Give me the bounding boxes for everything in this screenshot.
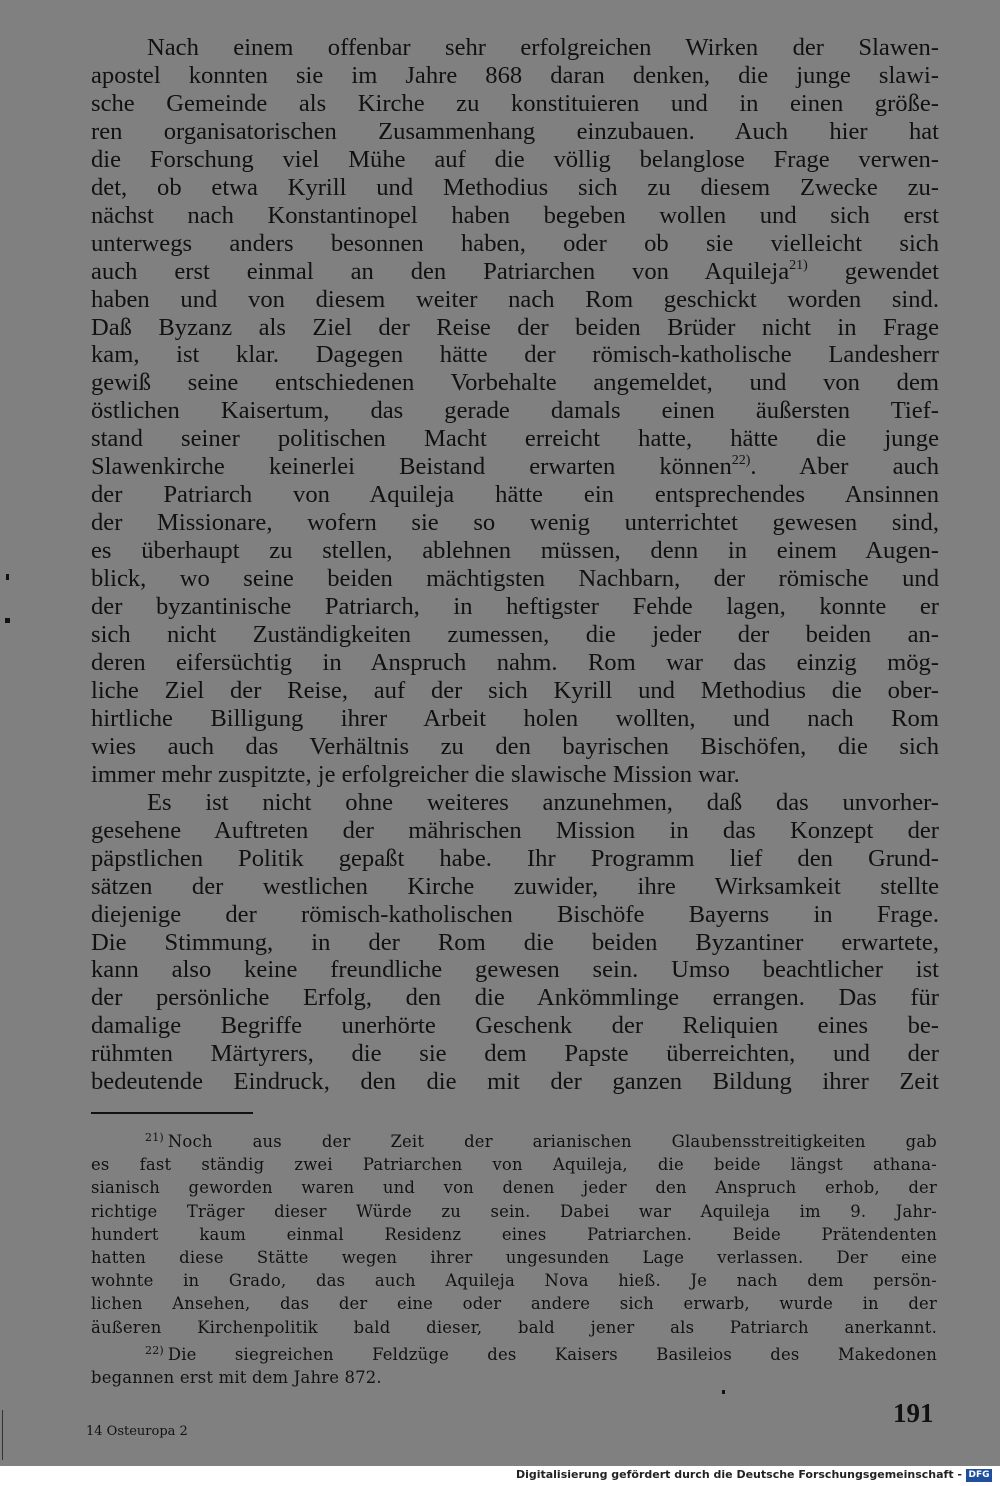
text-line: det, ob etwa Kyrill und Methodius sich zu diesem Zwecke zu- — [91, 173, 939, 201]
footnote-21-line: wohnte in Grado, das auch Aquileja Nova hieß. Je nach dem persön- — [91, 1271, 937, 1291]
text-line: liche Ziel der Reise, auf der sich Kyrill und Methodius die ober- — [91, 676, 939, 704]
printer-signature: 14 Osteuropa 2 — [86, 1424, 188, 1439]
text-line: apostel konnten sie im Jahre 868 daran denken, die junge slawi- — [91, 61, 939, 89]
text-line: diejenige der römisch-katholischen Bischöfe Bayerns in Frage. — [91, 900, 939, 928]
text-line: Die Stimmung, in der Rom die beiden Byzantiner erwartete, — [91, 928, 939, 956]
footnote-ref-21[interactable]: 21) — [789, 257, 808, 273]
scan-speck — [6, 574, 9, 580]
dfg-logo-icon[interactable]: DFG — [966, 1469, 992, 1482]
text-segment: gewendet — [807, 257, 939, 285]
footnote-21-line: hundert kaum einmal Residenz eines Patriarchen. Beide Prätendenten — [91, 1224, 937, 1244]
text-line: wies auch das Verhältnis zu den bayrischen Bischöfen, die sich — [91, 732, 939, 760]
text-line: der persönliche Erfolg, den die Ankömmlinge errangen. Das für — [91, 984, 939, 1012]
footnotes — [91, 1126, 937, 1389]
footnote-21-line — [91, 1126, 937, 1153]
footnote-21-line: es fast ständig zwei Patriarchen von Aquileja, die beide längst athana- — [91, 1155, 937, 1175]
page-number: 191 — [893, 1398, 934, 1428]
text-line: Nach einem offenbar sehr erfolgreichen Wirken der Slawen- — [147, 34, 939, 61]
footnote-22-line — [91, 1339, 937, 1366]
text-line: es überhaupt zu stellen, ablehnen müssen, denn in einem Augen- — [91, 537, 939, 565]
text-line: sich nicht Zuständigkeiten zumessen, die jeder der beiden an- — [91, 621, 939, 649]
footnote-22-line: begannen erst mit dem Jahre 872. — [91, 1368, 382, 1388]
footnote-divider — [91, 1112, 253, 1114]
scan-speck — [5, 618, 10, 623]
text-line: Daß Byzanz als Ziel der Reise der beiden Brüder nicht in Frage — [91, 313, 939, 341]
text-line-with-ref-21 — [91, 258, 939, 286]
text-line: unterwegs anders besonnen haben, oder ob sie vielleicht sich — [91, 229, 939, 257]
text-line: kann also keine freundliche gewesen sein. Umso beachtlicher ist — [91, 956, 939, 984]
text-line: die Forschung viel Mühe auf die völlig belanglose Frage verwen- — [91, 145, 939, 173]
text-line: bedeutende Eindruck, den die mit der ganzen Bildung ihrer Zeit — [91, 1068, 939, 1096]
paragraph-1 — [91, 34, 939, 789]
text-line: der byzantinische Patriarch, in heftigster Fehde lagen, konnte er — [91, 593, 939, 621]
scan-speck — [722, 1390, 725, 1394]
footnote-21-line: hatten diese Stätte wegen ihrer ungesunden Lage verlassen. Der eine — [91, 1248, 937, 1268]
text-line: nächst nach Konstantinopel haben begeben wollen und sich erst — [91, 201, 939, 229]
digitization-credit: Digitalisierung gefördert durch die Deutsche Forschungsgemeinschaft - — [515, 1468, 962, 1481]
text-line: hirtliche Billigung ihrer Arbeit holen wollten, und nach Rom — [91, 704, 939, 732]
text-segment: Die siegreichen Feldzüge des Kaisers Basileios des Makedonen — [167, 1344, 937, 1364]
main-text — [91, 34, 939, 1096]
text-line: gesehene Auftreten der mährischen Mission in das Konzept der — [91, 816, 939, 844]
text-line: stand seiner politischen Macht erreicht hatte, hätte die junge — [91, 425, 939, 453]
text-segment: Slawenkirche keinerlei Beistand erwarten können — [91, 453, 732, 481]
text-line: gewiß seine entschiedenen Vorbehalte angemeldet, und von dem — [91, 369, 939, 397]
footnote-21-line: richtige Träger dieser Würde zu sein. Dabei war Aquileja im 9. Jahr- — [91, 1201, 937, 1221]
text-line: Es ist nicht ohne weiteres anzunehmen, daß das unvorher- — [147, 788, 939, 816]
footnote-21-line: sianisch geworden waren und von denen jeder den Anspruch erhob, der — [91, 1178, 937, 1198]
text-line: immer mehr zuspitzte, je erfolgreicher die slawische Mission war. — [91, 760, 740, 788]
text-line: der Patriarch von Aquileja hätte ein entsprechendes Ansinnen — [91, 481, 939, 509]
text-segment: . Aber auch — [750, 453, 939, 481]
footer-bar — [0, 1466, 1000, 1486]
text-line: ren organisatorischen Zusammenhang einzubauen. Auch hier hat — [91, 117, 939, 145]
text-line: päpstlichen Politik gepaßt habe. Ihr Programm lief den Grund- — [91, 844, 939, 872]
footnote-21-line: äußeren Kirchenpolitik bald dieser, bald jener als Patriarch anerkannt. — [91, 1317, 937, 1337]
text-line: sätzen der westlichen Kirche zuwider, ihre Wirksamkeit stellte — [91, 872, 939, 900]
footnote-mark-22: 22) — [145, 1343, 164, 1357]
text-segment: auch erst einmal an den Patriarchen von Aquileja — [91, 257, 790, 285]
footnote-21-line: lichen Ansehen, das der eine oder andere sich erwarb, wurde in der — [91, 1294, 937, 1314]
text-line: deren eifersüchtig in Anspruch nahm. Rom war das einzig mög- — [91, 648, 939, 676]
text-line-with-ref-22 — [91, 453, 939, 481]
text-line: haben und von diesem weiter nach Rom geschickt worden sind. — [91, 285, 939, 313]
text-line: damalige Begriffe unerhörte Geschenk der Reliquien eines be- — [91, 1012, 939, 1040]
scan-edge — [2, 1410, 3, 1460]
text-line: der Missionare, wofern sie so wenig unterrichtet gewesen sind, — [91, 509, 939, 537]
footnote-ref-22[interactable]: 22) — [731, 453, 751, 469]
paragraph-2 — [91, 789, 939, 1096]
text-line: kam, ist klar. Dagegen hätte der römisch-katholische Landesherr — [91, 341, 939, 369]
text-line: blick, wo seine beiden mächtigsten Nachbarn, der römische und — [91, 565, 939, 593]
text-line: rühmten Märtyrers, die sie dem Papste überreichten, und der — [91, 1040, 939, 1068]
text-segment: Noch aus der Zeit der arianischen Glaubensstreitigkeiten gab — [167, 1132, 937, 1151]
footnote-mark-21: 21) — [145, 1131, 164, 1144]
text-line: sche Gemeinde als Kirche zu konstituieren und in einen größe- — [91, 89, 939, 117]
text-line: östlichen Kaisertum, das gerade damals einen äußersten Tief- — [91, 397, 939, 425]
